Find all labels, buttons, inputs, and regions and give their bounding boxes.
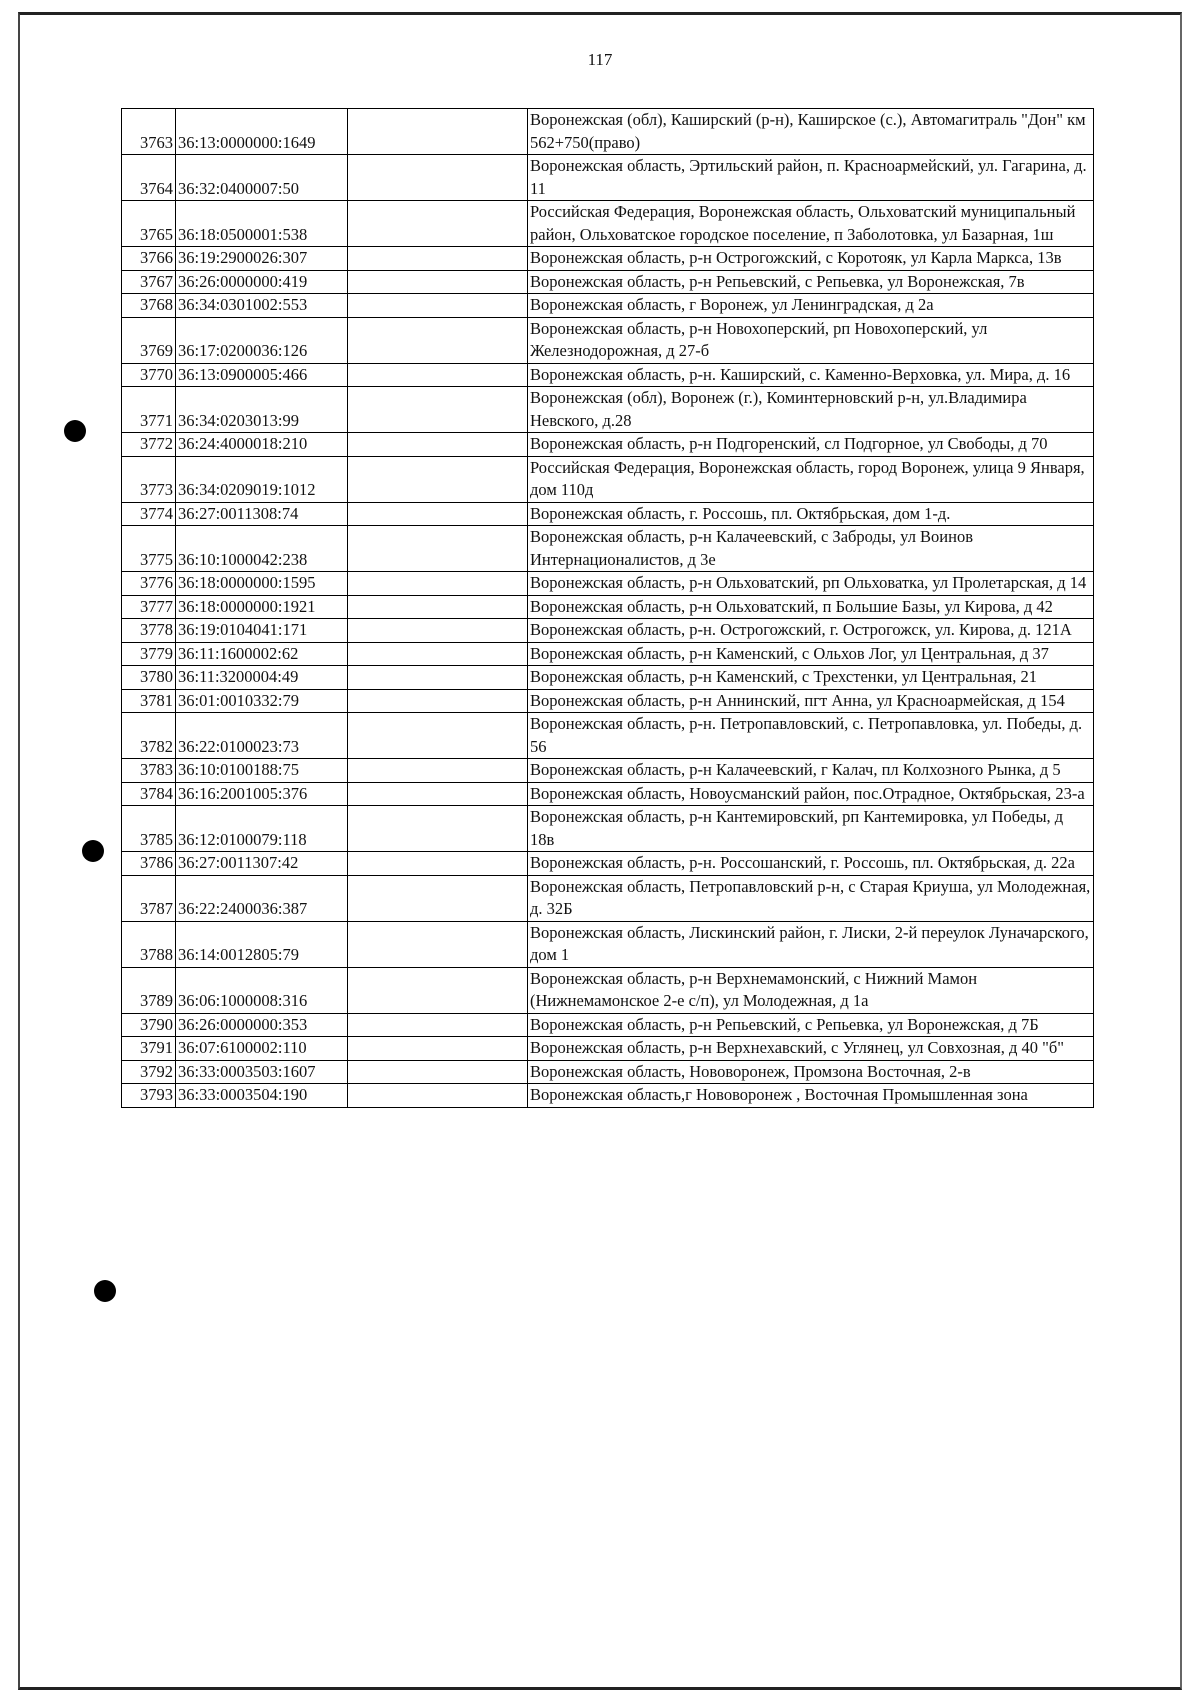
cadastral-number-cell: 36:06:1000008:316 — [176, 967, 348, 1013]
row-number-cell: 3772 — [122, 433, 176, 457]
row-number-cell: 3775 — [122, 526, 176, 572]
row-number-cell: 3782 — [122, 713, 176, 759]
empty-cell — [348, 921, 528, 967]
row-number-cell: 3776 — [122, 572, 176, 596]
address-cell: Воронежская область, р-н Верхнехавский, с Углянец, ул Совхозная, д 40 "б" — [528, 1037, 1094, 1061]
empty-cell — [348, 1084, 528, 1108]
empty-cell — [348, 294, 528, 318]
table-row — [122, 642, 1094, 666]
table-row — [122, 1084, 1094, 1108]
empty-cell — [348, 387, 528, 433]
empty-cell — [348, 666, 528, 690]
row-number-cell: 3767 — [122, 270, 176, 294]
table-row — [122, 456, 1094, 502]
row-number-cell: 3777 — [122, 595, 176, 619]
address-cell: Воронежская область, р-н Калачеевский, г Калач, пл Колхозного Рынка, д 5 — [528, 759, 1094, 783]
address-cell: Воронежская область, р-н Калачеевский, с Заброды, ул Воинов Интернационалистов, д 3е — [528, 526, 1094, 572]
cadastral-number-cell: 36:34:0203013:99 — [176, 387, 348, 433]
table-row — [122, 1060, 1094, 1084]
table-row — [122, 759, 1094, 783]
cadastral-number-cell: 36:17:0200036:126 — [176, 317, 348, 363]
table-row — [122, 967, 1094, 1013]
address-cell: Воронежская область, р-н Острогожский, с Коротояк, ул Карла Маркса, 13в — [528, 247, 1094, 271]
address-cell: Воронежская область, Эртильский район, п. Красноармейский, ул. Гагарина, д. 11 — [528, 155, 1094, 201]
table-row — [122, 387, 1094, 433]
empty-cell — [348, 806, 528, 852]
address-cell: Воронежская область,г Нововоронеж , Восточная Промышленная зона — [528, 1084, 1094, 1108]
empty-cell — [348, 155, 528, 201]
cadastral-number-cell: 36:18:0000000:1921 — [176, 595, 348, 619]
table-row — [122, 363, 1094, 387]
address-cell: Воронежская область, Лискинский район, г. Лиски, 2-й переулок Луначарского, дом 1 — [528, 921, 1094, 967]
table-row — [122, 921, 1094, 967]
address-cell: Воронежская область, Петропавловский р-н, с Старая Криуша, ул Молодежная, д. 32Б — [528, 875, 1094, 921]
row-number-cell: 3786 — [122, 852, 176, 876]
address-cell: Воронежская область, р-н Новохоперский, рп Новохоперский, ул Железнодорожная, д 27-б — [528, 317, 1094, 363]
table-row — [122, 1013, 1094, 1037]
row-number-cell: 3774 — [122, 502, 176, 526]
cadastral-number-cell: 36:22:2400036:387 — [176, 875, 348, 921]
cadastral-number-cell: 36:26:0000000:353 — [176, 1013, 348, 1037]
row-number-cell: 3792 — [122, 1060, 176, 1084]
row-number-cell: 3780 — [122, 666, 176, 690]
cadastral-number-cell: 36:19:2900026:307 — [176, 247, 348, 271]
table-row — [122, 526, 1094, 572]
punch-hole-2 — [82, 840, 104, 862]
table-row — [122, 806, 1094, 852]
cadastral-number-cell: 36:18:0500001:538 — [176, 201, 348, 247]
address-cell: Воронежская область, р-н Кантемировский, рп Кантемировка, ул Победы, д 18в — [528, 806, 1094, 852]
address-cell: Воронежская область, р-н. Петропавловский, с. Петропавловка, ул. Победы, д. 56 — [528, 713, 1094, 759]
cadastral-number-cell: 36:10:0100188:75 — [176, 759, 348, 783]
address-cell: Воронежская (обл), Воронеж (г.), Коминтерновский р-н, ул.Владимира Невского, д.28 — [528, 387, 1094, 433]
cadastral-number-cell: 36:26:0000000:419 — [176, 270, 348, 294]
empty-cell — [348, 782, 528, 806]
row-number-cell: 3779 — [122, 642, 176, 666]
address-cell: Воронежская область, Новоусманский район, пос.Отрадное, Октябрьская, 23-а — [528, 782, 1094, 806]
cadastral-number-cell: 36:11:3200004:49 — [176, 666, 348, 690]
address-cell: Воронежская область, р-н Аннинский, пгт Анна, ул Красноармейская, д 154 — [528, 689, 1094, 713]
table-row — [122, 666, 1094, 690]
table-row — [122, 155, 1094, 201]
empty-cell — [348, 713, 528, 759]
table-row — [122, 689, 1094, 713]
cadastral-number-cell: 36:10:1000042:238 — [176, 526, 348, 572]
table-row — [122, 270, 1094, 294]
punch-hole-3 — [94, 1280, 116, 1302]
row-number-cell: 3769 — [122, 317, 176, 363]
table-row — [122, 619, 1094, 643]
address-cell: Воронежская область, р-н. Острогожский, г. Острогожск, ул. Кирова, д. 121А — [528, 619, 1094, 643]
address-cell: Воронежская область, р-н Репьевский, с Репьевка, ул Воронежская, 7в — [528, 270, 1094, 294]
cadastral-number-cell: 36:34:0209019:1012 — [176, 456, 348, 502]
registry-table — [121, 108, 1094, 1108]
cadastral-number-cell: 36:27:0011307:42 — [176, 852, 348, 876]
address-cell: Воронежская область, р-н Верхнемамонский, с Нижний Мамон (Нижнемамонское 2-е с/п), ул Молодежная, д 1а — [528, 967, 1094, 1013]
empty-cell — [348, 875, 528, 921]
row-number-cell: 3765 — [122, 201, 176, 247]
cadastral-number-cell: 36:16:2001005:376 — [176, 782, 348, 806]
punch-hole-1 — [64, 420, 86, 442]
row-number-cell: 3766 — [122, 247, 176, 271]
address-cell: Воронежская (обл), Каширский (р-н), Каширское (с.), Автомагитраль "Дон" км 562+750(право) — [528, 109, 1094, 155]
row-number-cell: 3783 — [122, 759, 176, 783]
empty-cell — [348, 1013, 528, 1037]
empty-cell — [348, 642, 528, 666]
row-number-cell: 3764 — [122, 155, 176, 201]
empty-cell — [348, 852, 528, 876]
address-cell: Российская Федерация, Воронежская область, Ольховатский муниципальный район, Ольховатское городское поселение, п Заболотовка, ул Базарная, 1ш — [528, 201, 1094, 247]
cadastral-number-cell: 36:18:0000000:1595 — [176, 572, 348, 596]
cadastral-number-cell: 36:27:0011308:74 — [176, 502, 348, 526]
cadastral-number-cell: 36:13:0900005:466 — [176, 363, 348, 387]
table-row — [122, 713, 1094, 759]
row-number-cell: 3770 — [122, 363, 176, 387]
registry-body — [122, 109, 1094, 1108]
cadastral-number-cell: 36:14:0012805:79 — [176, 921, 348, 967]
page-number: 117 — [587, 50, 613, 69]
row-number-cell: 3785 — [122, 806, 176, 852]
address-cell: Воронежская область, р-н Репьевский, с Репьевка, ул Воронежская, д 7Б — [528, 1013, 1094, 1037]
cadastral-number-cell: 36:01:0010332:79 — [176, 689, 348, 713]
empty-cell — [348, 201, 528, 247]
cadastral-number-cell: 36:32:0400007:50 — [176, 155, 348, 201]
table-row — [122, 433, 1094, 457]
cadastral-number-cell: 36:22:0100023:73 — [176, 713, 348, 759]
row-number-cell: 3784 — [122, 782, 176, 806]
cadastral-number-cell: 36:13:0000000:1649 — [176, 109, 348, 155]
address-cell: Воронежская область, р-н Подгоренский, сл Подгорное, ул Свободы, д 70 — [528, 433, 1094, 457]
row-number-cell: 3768 — [122, 294, 176, 318]
address-cell: Воронежская область, Нововоронеж, Промзона Восточная, 2-в — [528, 1060, 1094, 1084]
row-number-cell: 3793 — [122, 1084, 176, 1108]
address-cell: Воронежская область, р-н Ольховатский, п Большие Базы, ул Кирова, д 42 — [528, 595, 1094, 619]
empty-cell — [348, 1037, 528, 1061]
cadastral-number-cell: 36:19:0104041:171 — [176, 619, 348, 643]
row-number-cell: 3771 — [122, 387, 176, 433]
address-cell: Воронежская область, р-н Ольховатский, рп Ольховатка, ул Пролетарская, д 14 — [528, 572, 1094, 596]
row-number-cell: 3781 — [122, 689, 176, 713]
empty-cell — [348, 109, 528, 155]
address-cell: Воронежская область, р-н. Россошанский, г. Россошь, пл. Октябрьская, д. 22а — [528, 852, 1094, 876]
empty-cell — [348, 619, 528, 643]
address-cell: Воронежская область, г. Россошь, пл. Октябрьская, дом 1-д. — [528, 502, 1094, 526]
row-number-cell: 3790 — [122, 1013, 176, 1037]
cadastral-number-cell: 36:24:4000018:210 — [176, 433, 348, 457]
empty-cell — [348, 363, 528, 387]
empty-cell — [348, 689, 528, 713]
row-number-cell: 3778 — [122, 619, 176, 643]
row-number-cell: 3791 — [122, 1037, 176, 1061]
address-cell: Российская Федерация, Воронежская область, город Воронеж, улица 9 Января, дом 110д — [528, 456, 1094, 502]
table-row — [122, 247, 1094, 271]
cadastral-number-cell: 36:33:0003503:1607 — [176, 1060, 348, 1084]
address-cell: Воронежская область, р-н Каменский, с Ольхов Лог, ул Центральная, д 37 — [528, 642, 1094, 666]
address-cell: Воронежская область, р-н. Каширский, с. Каменно-Верховка, ул. Мира, д. 16 — [528, 363, 1094, 387]
empty-cell — [348, 317, 528, 363]
empty-cell — [348, 456, 528, 502]
table-row — [122, 875, 1094, 921]
empty-cell — [348, 759, 528, 783]
table-row — [122, 317, 1094, 363]
row-number-cell: 3763 — [122, 109, 176, 155]
empty-cell — [348, 270, 528, 294]
empty-cell — [348, 526, 528, 572]
empty-cell — [348, 967, 528, 1013]
table-row — [122, 852, 1094, 876]
row-number-cell: 3789 — [122, 967, 176, 1013]
table-row — [122, 782, 1094, 806]
address-cell: Воронежская область, г Воронеж, ул Ленинградская, д 2а — [528, 294, 1094, 318]
table-row — [122, 1037, 1094, 1061]
cadastral-number-cell: 36:12:0100079:118 — [176, 806, 348, 852]
row-number-cell: 3787 — [122, 875, 176, 921]
table-row — [122, 595, 1094, 619]
cadastral-number-cell: 36:34:0301002:553 — [176, 294, 348, 318]
empty-cell — [348, 572, 528, 596]
cadastral-number-cell: 36:07:6100002:110 — [176, 1037, 348, 1061]
table-row — [122, 201, 1094, 247]
table-row — [122, 572, 1094, 596]
empty-cell — [348, 502, 528, 526]
address-cell: Воронежская область, р-н Каменский, с Трехстенки, ул Центральная, 21 — [528, 666, 1094, 690]
empty-cell — [348, 1060, 528, 1084]
empty-cell — [348, 595, 528, 619]
empty-cell — [348, 433, 528, 457]
empty-cell — [348, 247, 528, 271]
row-number-cell: 3773 — [122, 456, 176, 502]
row-number-cell: 3788 — [122, 921, 176, 967]
cadastral-number-cell: 36:11:1600002:62 — [176, 642, 348, 666]
table-row — [122, 294, 1094, 318]
cadastral-number-cell: 36:33:0003504:190 — [176, 1084, 348, 1108]
table-row — [122, 502, 1094, 526]
table-row — [122, 109, 1094, 155]
